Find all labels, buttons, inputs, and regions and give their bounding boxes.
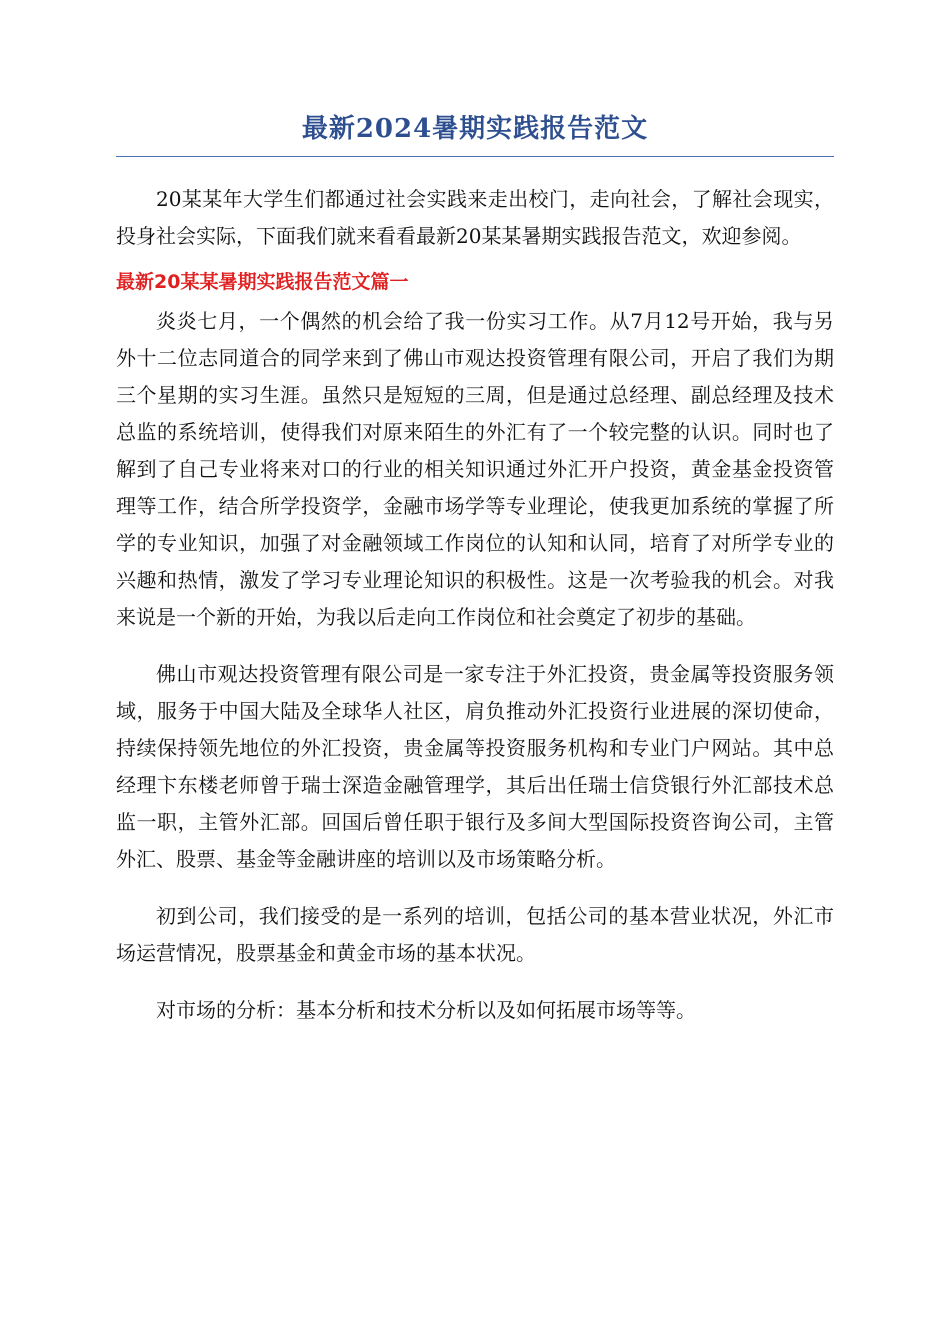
body-paragraph-3: 初到公司，我们接受的是一系列的培训，包括公司的基本营业状况，外汇市场运营情况，股票基金和黄金市场的基本状况。 <box>116 904 834 965</box>
intro-paragraph: 20某某年大学生们都通过社会实践来走出校门，走向社会，了解社会现实，投身社会实际，下面我们就来看看最新20某某暑期实践报告范文，欢迎参阅。 <box>116 187 834 248</box>
body-paragraph-1: 炎炎七月，一个偶然的机会给了我一份实习工作。从7月12号开始，我与另外十二位志同道合的同学来到了佛山市观达投资管理有限公司，开启了我们为期三个星期的实习生涯。虽然只是短短的三周，但是通过总经理、副总经理及技术总监的系统培训，使得我们对原来陌生的外汇有了一个较完整的认识。同时也了解到了自己专业将来对口的行业的相关知识通过外汇开户投资，黄金基金投资管理等工作，结合所学投资学，金融市场学等专业理论，使我更加系统的掌握了所学的专业知识，加强了对金融领域工作岗位的认知和认同，培育了对所学专业的兴趣和热情，激发了学习专业理论知识的积极性。这是一次考验我的机会。对我来说是一个新的开始，为我以后走向工作岗位和社会奠定了初步的基础。 <box>116 309 834 629</box>
document-page <box>116 110 834 1041</box>
body-paragraph-2: 佛山市观达投资管理有限公司是一家专注于外汇投资，贵金属等投资服务领域，服务于中国大陆及全球华人社区，肩负推动外汇投资行业进展的深切使命，持续保持领先地位的外汇投资，贵金属等投资服务机构和专业门户网站。其中总经理卞东楼老师曾于瑞士深造金融管理学，其后出任瑞士信贷银行外汇部技术总监一职，主管外汇部。回国后曾任职于银行及多间大型国际投资咨询公司，主管外汇、股票、基金等金融讲座的培训以及市场策略分析。 <box>116 662 834 871</box>
document-title: 最新2024暑期实践报告范文 <box>301 114 649 144</box>
title-underline <box>116 156 834 157</box>
section-heading: 最新20某某暑期实践报告范文篇一 <box>116 271 409 293</box>
body-paragraph-4: 对市场的分析：基本分析和技术分析以及如何拓展市场等等。 <box>156 998 696 1022</box>
